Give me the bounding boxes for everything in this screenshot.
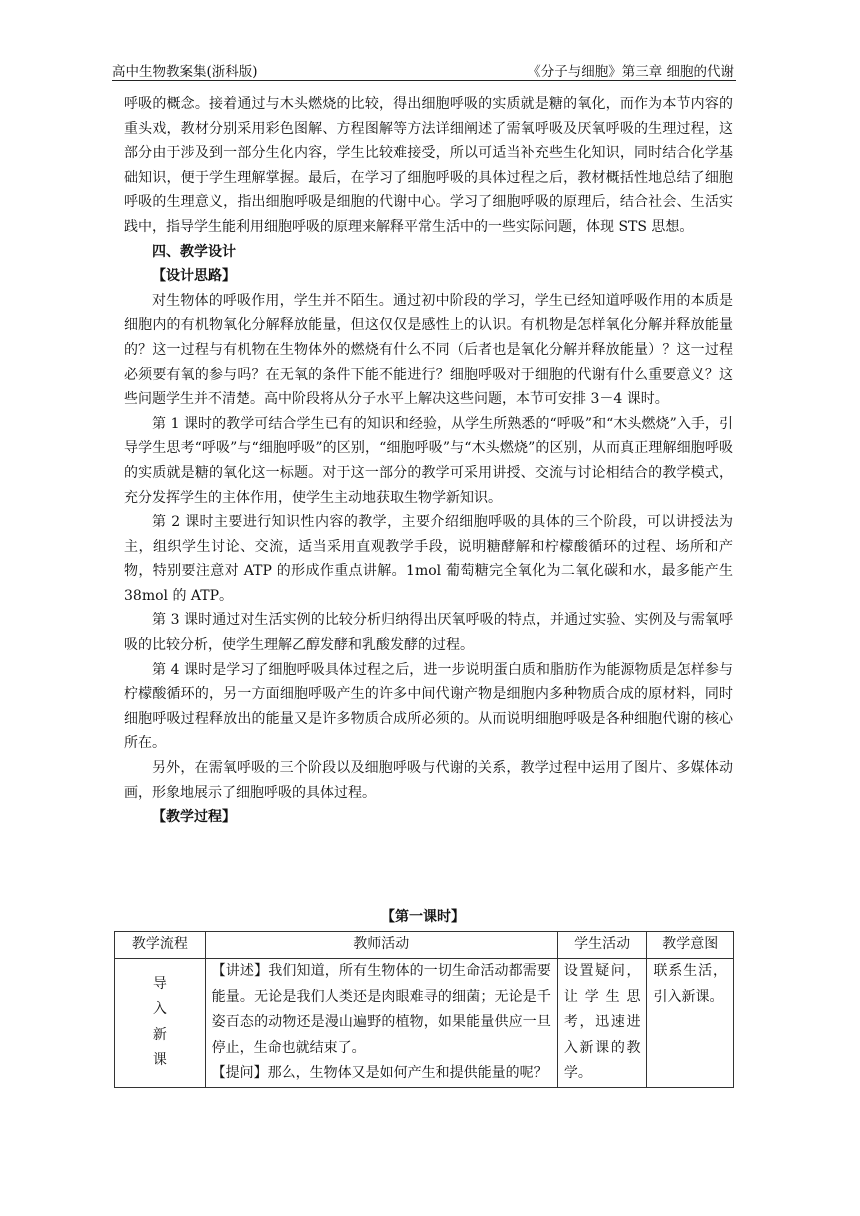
design-paragraph: 对生物体的呼吸作用，学生并不陌生。通过初中阶段的学习，学生已经知道呼吸作用的本质是细胞内的有机物氧化分解释放能量，但这仅仅是感性上的认识。有机物是怎样氧化分解并释放能量的？这一过程与有机物在生物体外的燃烧有什么不同（后者也是氧化分解并释放能量）？这一过程必须要有氧的参与吗？在无氧的条件下能不能进行？细胞呼吸对于细胞的代谢有什么重要意义？这些问题学生并不清楚。高中阶段将从分子水平上解决这些问题，本节可安排 3－4 课时。 bbox=[124, 292, 733, 408]
table-header-row bbox=[115, 932, 734, 959]
flow-char: 新 bbox=[152, 1026, 167, 1043]
teacher-narration: 【讲述】我们知道，所有生物体的一切生命活动都需要能量。无论是我们人类还是肉眼难寻的细菌；无论是千姿百态的动物还是漫山遍野的植物，如果能量供应一旦停止，生命也就结束了。 bbox=[211, 963, 551, 1056]
page-header bbox=[112, 60, 734, 80]
design-paragraph: 另外，在需氧呼吸的三个阶段以及细胞呼吸与代谢的关系，教学过程中运用了图片、多媒体动画，形象地展示了细胞呼吸的具体过程。 bbox=[124, 760, 733, 801]
design-paragraph: 第 2 课时主要进行知识性内容的教学，主要介绍细胞呼吸的具体的三个阶段，可以讲授法为主，组织学生讨论、交流，适当采用直观教学手段，说明糖酵解和柠檬酸循环的过程、场所和产物，特别要注意对 ATP 的形成作重点讲解。1mol 葡萄糖完全氧化为二氧化碳和水，最多能产生 38mol 的 ATP。 bbox=[124, 514, 733, 604]
flow-char: 课 bbox=[152, 1052, 167, 1069]
document-body bbox=[124, 92, 733, 830]
lesson-table bbox=[114, 931, 734, 1088]
header-chapter-title: 《分子与细胞》第三章 细胞的代谢 bbox=[527, 64, 734, 80]
column-header-flow: 教学流程 bbox=[115, 932, 206, 959]
flow-char: 导 bbox=[152, 975, 167, 992]
student-activity-cell: 设置疑问，让学生思考，迅速进入新课的教学。 bbox=[557, 959, 647, 1088]
header-book-title: 高中生物教案集(浙科版) bbox=[112, 64, 258, 80]
teaching-intent-cell: 联系生活，引入新课。 bbox=[647, 959, 734, 1088]
column-header-intent: 教学意图 bbox=[647, 932, 734, 959]
design-heading: 【设计思路】 bbox=[152, 268, 236, 285]
flow-char: 入 bbox=[152, 1001, 167, 1018]
section-heading: 四、教学设计 bbox=[152, 243, 236, 260]
intro-paragraph: 呼吸的概念。接着通过与木头燃烧的比较，得出细胞呼吸的实质就是糖的氧化，而作为本节内容的重头戏，教材分别采用彩色图解、方程图解等方法详细阐述了需氧呼吸及厌氧呼吸的生理过程，这部分由于涉及到一部分生化内容，学生比较难接受，所以可适当补充些生化知识，同时结合化学基础知识，便于学生理解掌握。最后，在学习了细胞呼吸的具体过程之后，教材概括性地总结了细胞呼吸的生理意义，指出细胞呼吸是细胞的代谢中心。学习了细胞呼吸的原理后，结合社会、生活实践中，指导学生能利用细胞呼吸的原理来解释平常生活中的一些实际问题，体现 STS 思想。 bbox=[124, 96, 733, 235]
column-header-student: 学生活动 bbox=[557, 932, 647, 959]
teacher-question: 【提问】那么，生物体又是如何产生和提供能量的呢？ bbox=[211, 1065, 548, 1081]
header-divider bbox=[112, 80, 736, 81]
table-title: 【第一课时】 bbox=[381, 909, 465, 925]
column-header-teacher: 教师活动 bbox=[205, 932, 557, 959]
process-heading: 【教学过程】 bbox=[152, 809, 236, 826]
flow-cell bbox=[115, 959, 206, 1088]
teacher-activity-cell bbox=[205, 959, 557, 1088]
design-paragraph: 第 4 课时是学习了细胞呼吸具体过程之后，进一步说明蛋白质和脂肪作为能源物质是怎样参与柠檬酸循环的，另一方面细胞呼吸产生的许多中间代谢产物是细胞内多种物质合成的原材料，同时细胞呼吸过程释放出的能量又是许多物质合成所必须的。从而说明细胞呼吸是各种细胞代谢的核心所在。 bbox=[124, 661, 733, 752]
design-paragraph: 第 3 课时通过对生活实例的比较分析归纳得出厌氧呼吸的特点，并通过实验、实例及与需氧呼吸的比较分析，使学生理解乙醇发酵和乳酸发酵的过程。 bbox=[124, 612, 733, 654]
design-paragraph: 第 1 课时的教学可结合学生已有的知识和经验，从学生所熟悉的“呼吸”和“木头燃烧”入手，引导学生思考“呼吸”与“细胞呼吸”的区别，“细胞呼吸”与“木头燃烧”的区别，从而真正理解细胞呼吸的实质就是糖的氧化这一标题。对于这一部分的教学可采用讲授、交流与讨论相结合的教学模式，充分发挥学生的主体作用，使学生主动地获取生物学新知识。 bbox=[124, 415, 733, 506]
table-row bbox=[115, 959, 734, 1088]
